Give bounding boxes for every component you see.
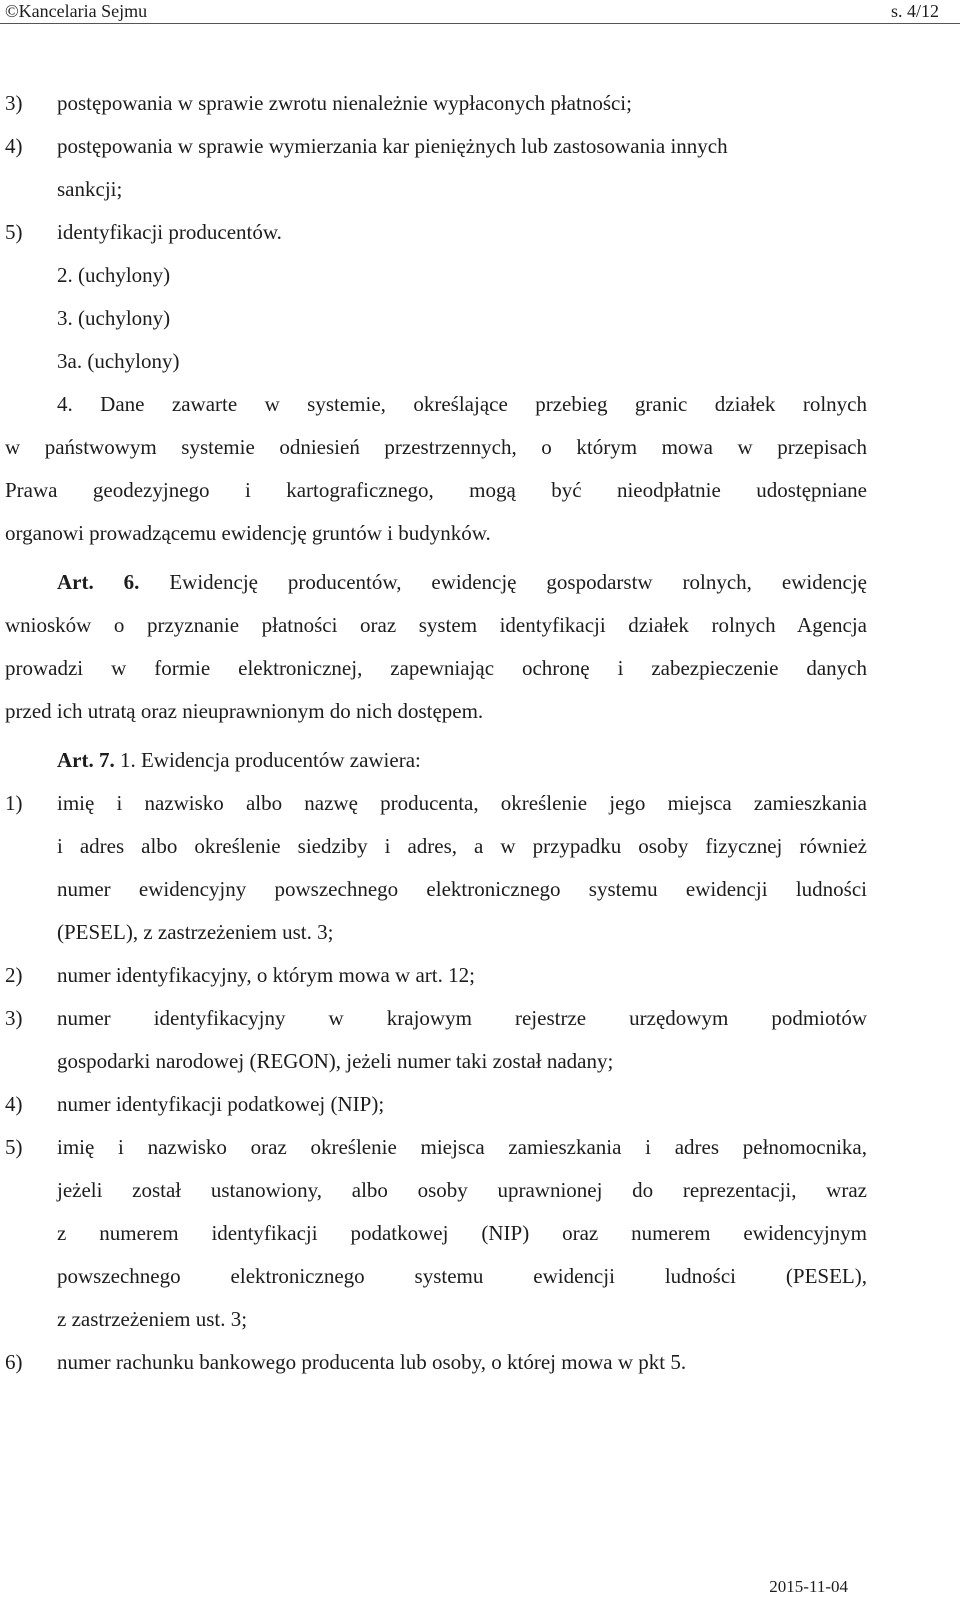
list-item-text: numer identyfikacyjny, o którym mowa w art. 12; xyxy=(57,963,475,987)
list-item-continuation: sankcji; xyxy=(57,177,123,201)
paragraph-line: organowi prowadzącemu ewidencję gruntów i budynków. xyxy=(5,521,491,545)
article-6-first-line xyxy=(5,561,867,604)
paragraph-line: w państwowym systemie odniesień przestrzennych, o którym mowa w przepisach xyxy=(5,435,867,459)
list-item xyxy=(5,1341,867,1384)
article-label: Art. 7. xyxy=(57,748,115,772)
header-divider xyxy=(0,23,960,24)
list-item-text: postępowania w sprawie wymierzania kar pieniężnych lub zastosowania innych xyxy=(57,134,728,158)
copyright-text: ©Kancelaria Sejmu xyxy=(5,1,148,21)
list-item-number: 6) xyxy=(5,1350,23,1374)
article-text: Ewidencję producentów, ewidencję gospodarstw rolnych, ewidencję xyxy=(169,570,867,594)
list-item-continuation: gospodarki narodowej (REGON), jeżeli numer taki został nadany; xyxy=(57,1049,614,1073)
list-item xyxy=(5,954,867,997)
article-7-intro xyxy=(5,739,867,782)
repealed-paragraph: 2. (uchylony) xyxy=(57,263,171,287)
list-item-text: identyfikacji producentów. xyxy=(57,220,282,244)
footer-date: 2015-11-04 xyxy=(769,1577,848,1596)
list-item-text: imię i nazwisko albo nazwę producenta, określenie jego miejsca zamieszkania xyxy=(57,791,867,815)
list-item-continuation: numer ewidencyjny powszechnego elektronicznego systemu ewidencji ludności xyxy=(57,877,867,901)
list-item-continuation: z zastrzeżeniem ust. 3; xyxy=(57,1307,248,1331)
paragraph-line: wniosków o przyznanie płatności oraz system identyfikacji działek rolnych Agencja xyxy=(5,613,867,637)
list-item-continuation: powszechnego elektronicznego systemu ewidencji ludności (PESEL), xyxy=(57,1264,867,1288)
list-item-text: imię i nazwisko oraz określenie miejsca zamieszkania i adres pełnomocnika, xyxy=(57,1135,867,1159)
document-body xyxy=(5,82,867,1384)
list-item xyxy=(5,997,867,1040)
list-item-number: 3) xyxy=(5,91,23,115)
list-item-text: numer rachunku bankowego producenta lub osoby, o której mowa w pkt 5. xyxy=(57,1350,687,1374)
list-item-number: 4) xyxy=(5,134,23,158)
list-item-number: 5) xyxy=(5,1135,23,1159)
repealed-paragraph: 3a. (uchylony) xyxy=(57,349,180,373)
list-item-continuation: jeżeli został ustanowiony, albo osoby uprawnionej do reprezentacji, wraz xyxy=(57,1178,867,1202)
list-item-number: 2) xyxy=(5,963,23,987)
repealed-paragraph: 3. (uchylony) xyxy=(57,306,171,330)
list-item-continuation: (PESEL), z zastrzeżeniem ust. 3; xyxy=(57,920,334,944)
paragraph-line: 4. Dane zawarte w systemie, określające przebieg granic działek rolnych xyxy=(57,392,867,416)
list-item-number: 1) xyxy=(5,791,23,815)
list-item-number: 4) xyxy=(5,1092,23,1116)
list-item xyxy=(5,1083,867,1126)
page-number: s. 4/12 xyxy=(890,1,939,21)
list-item-continuation: z numerem identyfikacji podatkowej (NIP) oraz numerem ewidencyjnym xyxy=(57,1221,867,1245)
paragraph-line: prowadzi w formie elektronicznej, zapewniając ochronę i zabezpieczenie danych xyxy=(5,656,867,680)
list-item xyxy=(5,1126,867,1169)
list-item-continuation: i adres albo określenie siedziby i adres, a w przypadku osoby fizycznej również xyxy=(57,834,867,858)
paragraph-line: Prawa geodezyjnego i kartograficznego, mogą być nieodpłatnie udostępniane xyxy=(5,478,867,502)
list-item-text: postępowania w sprawie zwrotu nienależnie wypłaconych płatności; xyxy=(57,91,632,115)
list-item xyxy=(5,782,867,825)
list-item-text: numer identyfikacyjny w krajowym rejestrze urzędowym podmiotów xyxy=(57,1006,867,1030)
list-item-text: numer identyfikacji podatkowej (NIP); xyxy=(57,1092,385,1116)
article-text: 1. Ewidencja producentów zawiera: xyxy=(119,748,421,772)
paragraph-line: przed ich utratą oraz nieuprawnionym do nich dostępem. xyxy=(5,699,484,723)
article-label: Art. 6. xyxy=(57,570,140,594)
list-item-number: 5) xyxy=(5,220,23,244)
list-item xyxy=(5,211,867,254)
list-item-number: 3) xyxy=(5,1006,23,1030)
page-header xyxy=(0,0,960,24)
list-item xyxy=(5,125,867,168)
list-item xyxy=(5,82,867,125)
